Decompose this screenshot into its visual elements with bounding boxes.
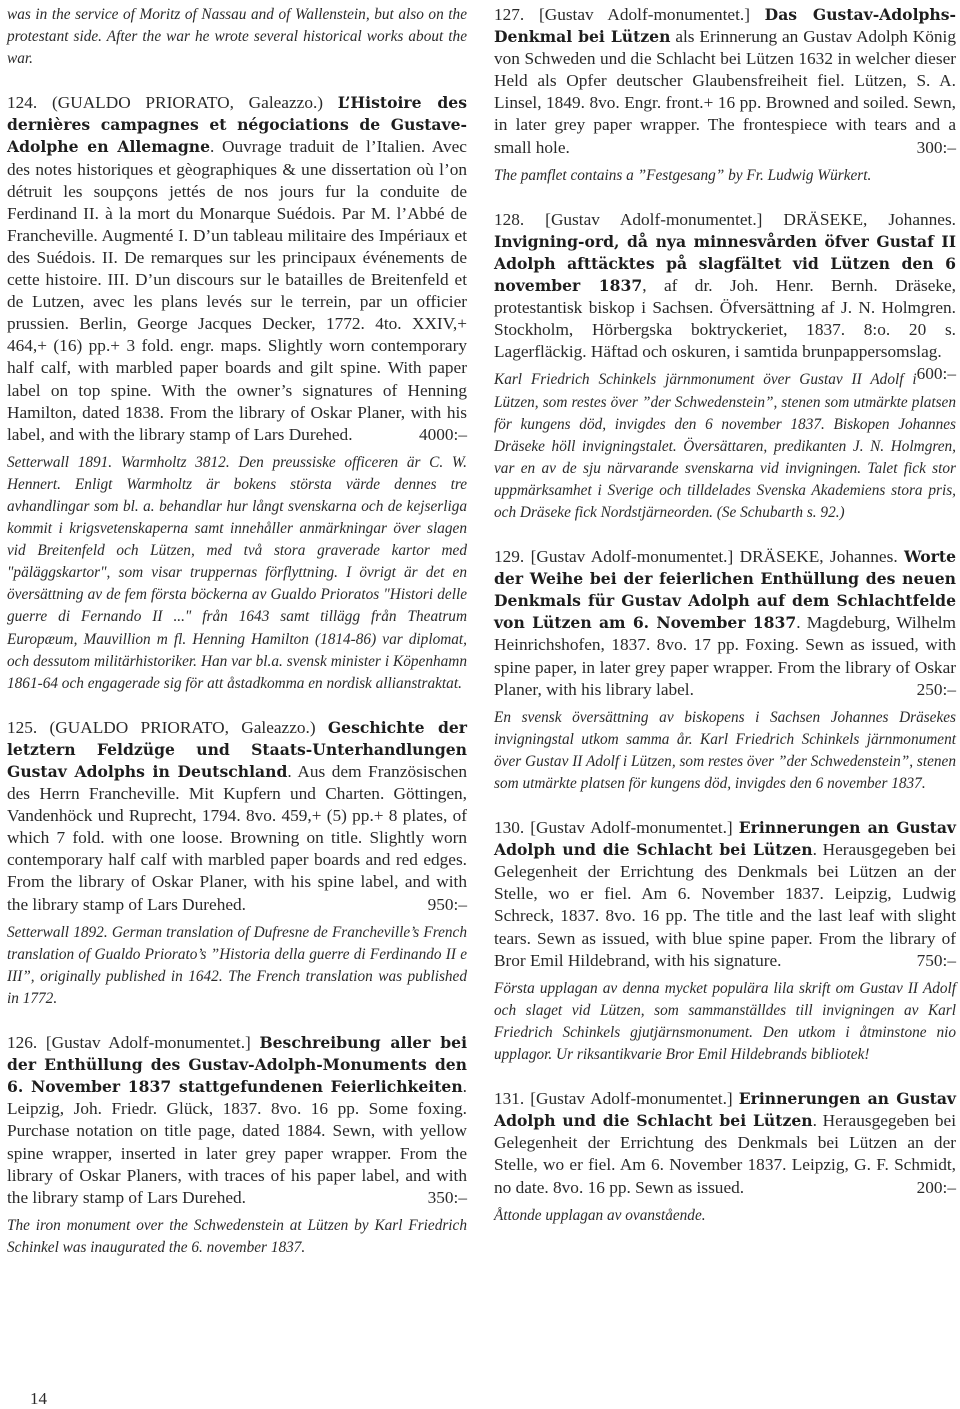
entry-note: Setterwall 1892. German translation of Dufresne de Francheville’s French translation of Gualdo Priorato’s ”Historia della guerre di Ferdinando II e III”, originally published in 1642. The French translation was published in 1772.	[7, 923, 467, 1007]
entry-price: 250:–	[916, 679, 956, 699]
entry-note: Första upplagan av denna mycket populära lila skrift om Gustav II Adolf och slaget vid Lützen, som sammanställdes till invigningen av Karl Friedrich Schinkels gjutjärnsmonument. Den utkom i åtminstone nio upplagor. Ur riksantikvarie Bror Emil Hildebrands bibliotek!	[494, 979, 956, 1064]
entry-price: 350:–	[427, 1187, 467, 1207]
entry-price: 600:–	[916, 364, 956, 384]
entry-title: Invigning-ord, då nya minnesvården öfver Gustaf II Adolph afttäcktes på slagfältet vid Lützen den 6 november 1837	[494, 231, 956, 296]
entry-body: . Herausgegeben bei Gelegenheit der Errichtung des Denkmals bei Lützen an der Stelle, wo er fiel. Am 6. November 1837. Leipzig, Ludwig Schreck, 1837. 8vo. 16 pp. The title and the last leaf with slight tears. Sewn as issued, with blue spine paper. From the library of Bror Emil Hildebrand, with his signature.	[494, 840, 956, 970]
catalogue-entry-131	[494, 1088, 956, 1227]
entry-price: 950:–	[427, 894, 467, 914]
entry-title: Beschreibung aller bei der Enthüllung des Gustav-Adolph-Monuments den 6. November 1837 stattgefundenen Feierlichkeiten	[7, 1033, 468, 1097]
entry-note: En svensk översättning av biskopens i Sachsen Johannes Dräsekes invigningstal utkom samma år. Karl Friedrich Schinkels järnmonument över Gustav II Adolf i Lützen, som restes över ”der Schwedenstein”, stenen som utmärkte platsen för kungens död, invigdes den 6 november 1837.	[494, 708, 956, 792]
left-column	[7, 4, 467, 1259]
entry-note: Setterwall 1891. Warmholtz 3812. Den preussiske officeren är C. W. Hennert. Enligt Warmholtz är bokens största värde dennes tre avhandlingar som bl. a. behandlar hur långt svenskarna och de kejserliga kommit i krigsvetenskaperna samt innehåller anmärkningar över slagen vid Breitenfeld och Lützen, med två stora graverade kartor med "päläggskartor", som visar truppernas förflyttning. I övrigt är det en översättning av de fem första böckerna av Gualdo Prioratos "Histori delle guerre di Fernando II ..." från 1643 samt tillägg från Theatrum Europæum, Mauvillion m fl. Henning Hamilton (1814-86) var diplomat, och dessutom militärhistoriker. Han var bl.a. svensk minister i Köpenhamn 1861-64 och engagerade sig för att åstadkomma en nordisk allianstraktat.	[7, 453, 467, 692]
entry-body: , af dr. Joh. Henr. Bernh. Dräseke, protestantisk biskop i Sachsen. Öfversättning af J. N. Holmgren. Stockholm, Hörbergska boktryckeriet, 1837. 8:o. 20 s. Lagerfläckig. Häftad och oskuren, i samtida brunpappersomslag.	[494, 276, 956, 362]
entry-description	[494, 1088, 956, 1198]
entry-lead: 128. [Gustav Adolf-monumentet.] DRÄSEKE, Johannes.	[494, 209, 956, 229]
entry-title: L’Histoire des dernières campagnes et négociations de Gustave-Adolphe en Allemagne	[7, 93, 467, 157]
entry-description	[7, 1032, 467, 1209]
entry-title: Worte der Weihe bei der feierlichen Enthüllung des neuen Denkmals für Gustav Adolph auf dem Schlachtfelde von Lützen am 6. November 1837	[494, 547, 956, 633]
page-number: 14	[30, 1389, 47, 1408]
catalogue-entry-127	[494, 4, 956, 187]
entry-title: Erinnerungen an Gustav Adolph und die Schlacht bei Lützen	[494, 818, 956, 860]
intro-note: was in the service of Moritz of Nassau and of Wallenstein, but also on the protestant side. After the war he wrote several historical works about the war.	[7, 6, 467, 68]
entry-note: The pamflet contains a ”Festgesang” by Fr. Ludwig Würkert.	[494, 166, 872, 184]
entry-body: als Erinnerung an Gustav Adolph König von Schweden und die Schlacht bei Lützen 1632 in welcher dieser Held als Opfer deutscher Glaubensfreiheit fiel. Lützen, S. A. Linsel, 1849. 8vo. Engr. front.+ 16 pp. Browned and soiled. Sewn, in later grey paper wrapper. The frontespiece with tears and a small hole.	[494, 27, 956, 157]
entry-lead: 129. [Gustav Adolf-monumentet.] DRÄSEKE, Johannes.	[494, 547, 905, 567]
entry-body: . Aus dem Französischen des Herrn Francheville. Mit Kupfern und Charten. Göttingen, Vandenhöck und Ruprecht, 1794. 8vo. 459,+ (5) pp.+ 8 plates, of which 7 fold. with one loose. Browning on title. Slightly worn contemporary half calf with marbled paper boards and red edges. From the library of Oskar Planer, with his spine label, and with the library stamp of Lars Durehed.	[7, 762, 467, 914]
entry-description	[494, 546, 956, 701]
entry-price: 200:–	[916, 1177, 956, 1197]
entry-title: Erinnerungen an Gustav Adolph und die Schlacht bei Lützen	[494, 1089, 956, 1131]
entry-description	[494, 4, 956, 159]
entry-title: Geschichte der letztern Feldzüge und Staats-Unterhandlungen Gustav Adolphs in Deutschland	[7, 717, 467, 781]
entry-description	[7, 92, 467, 446]
catalogue-entry-126	[7, 1032, 467, 1259]
entry-note: Åttonde upplagan av ovanstående.	[494, 1206, 706, 1224]
catalogue-entry-128	[494, 209, 956, 524]
catalogue-entry-129	[494, 546, 956, 795]
entry-lead: 124. (GUALDO PRIORATO, Galeazzo.)	[7, 93, 338, 113]
entry-body: . Ouvrage traduit de l’Italien. Avec des notes historiques et gèographiques & une dissertation où l’on détruit les soupçons jettés de nos jours fur la conduite de Ferdinand II. à la mort du Monarque Suédois. Par M. l’Abbé de Francheville. Augmenté I. D’un tableau militaire des Impériaux et des Suédois. II. De remarques sur les principaux événements de cette histoire. III. D’un discours sur le batailles de Breitenfeld et de Lutzen, avec les plans levés sur le terrein, par un officier prussien. Berlin, George Jacques Decker, 1772. 4to. XXIV,+ 464,+ (16) pp.+ 3 fold. engr. maps. Slightly worn contemporary half calf, with marbled paper boards and gilt spine. With paper label on top spine. With the owner’s signatures of Henning Hamilton, dated 1838. From the library of Oskar Planer, with his label, and with the library stamp of Lars Durehed.	[7, 137, 467, 444]
entry-lead: 130. [Gustav Adolf-monumentet.]	[494, 818, 739, 838]
catalogue-entry-130	[494, 817, 956, 1066]
entry-description	[494, 817, 956, 972]
entry-lead: 126. [Gustav Adolf-monumentet.]	[7, 1033, 260, 1053]
catalogue-entry-125	[7, 717, 467, 1010]
entry-note: The iron monument over the Schwedenstein at Lützen by Karl Friedrich Schinkel was inaugurated the 6. november 1837.	[7, 1216, 467, 1256]
entry-lead: 125. (GUALDO PRIORATO, Galeazzo.)	[7, 717, 328, 737]
right-column	[494, 4, 956, 1227]
entry-lead: 131. [Gustav Adolf-monumentet.]	[494, 1089, 739, 1109]
entry-description	[7, 717, 467, 916]
entry-note: Karl Friedrich Schinkels järnmonument över Gustav II Adolf i Lützen, som restes över ”der Schwedenstein”, stenen som utmärkte platsen för kungens död, invigdes den 6 november 1837. Biskopen Johannes Dräseke höll invigningstalet. Översättaren, predikanten J. N. Holmgren, var en av de sju närvarande svenskarna vid invigningen. Talet fick stor uppmärksamhet i Sverige och tilldelades Svenska Akademiens stora pris, och Dräseke fick Nordstjärneorden. (Se Schubarth s. 92.)	[494, 371, 956, 521]
entry-body: . Leipzig, Joh. Friedr. Glück, 1837. 8vo. 16 pp. Some foxing. Purchase notation on title page, dated 1884. Sewn, with yellow spine wrapper, inserted in later grey paper wrapper. From the library of Oskar Planers, with traces of his paper label, and with the library stamp of Lars Durehed.	[7, 1077, 467, 1207]
catalogue-entry-124	[7, 92, 467, 695]
entry-description	[494, 209, 956, 384]
entry-title: Das Gustav-Adolphs-Denkmal bei Lützen	[494, 5, 956, 47]
entry-price: 300:–	[916, 137, 956, 157]
entry-lead: 127. [Gustav Adolf-monumentet.]	[494, 5, 765, 24]
entry-body: . Herausgegeben bei Gelegenheit der Errichtung des Denkmals bei Lützen an der Stelle, wo er fiel. Am 6. November 1837. Leipzig, G. F. Schmidt, no date. 8vo. 16 pp. Sewn as issued.	[494, 1111, 956, 1197]
entry-price: 4000:–	[418, 424, 467, 444]
entry-price: 750:–	[916, 950, 956, 970]
entry-body: . Magdeburg, Wilhelm Heinrichshofen, 1837. 8vo. 17 pp. Foxing. Sewn as issued, with spine paper, in later grey paper wrapper. From the library of Oskar Planer, with his library label.	[494, 613, 956, 699]
